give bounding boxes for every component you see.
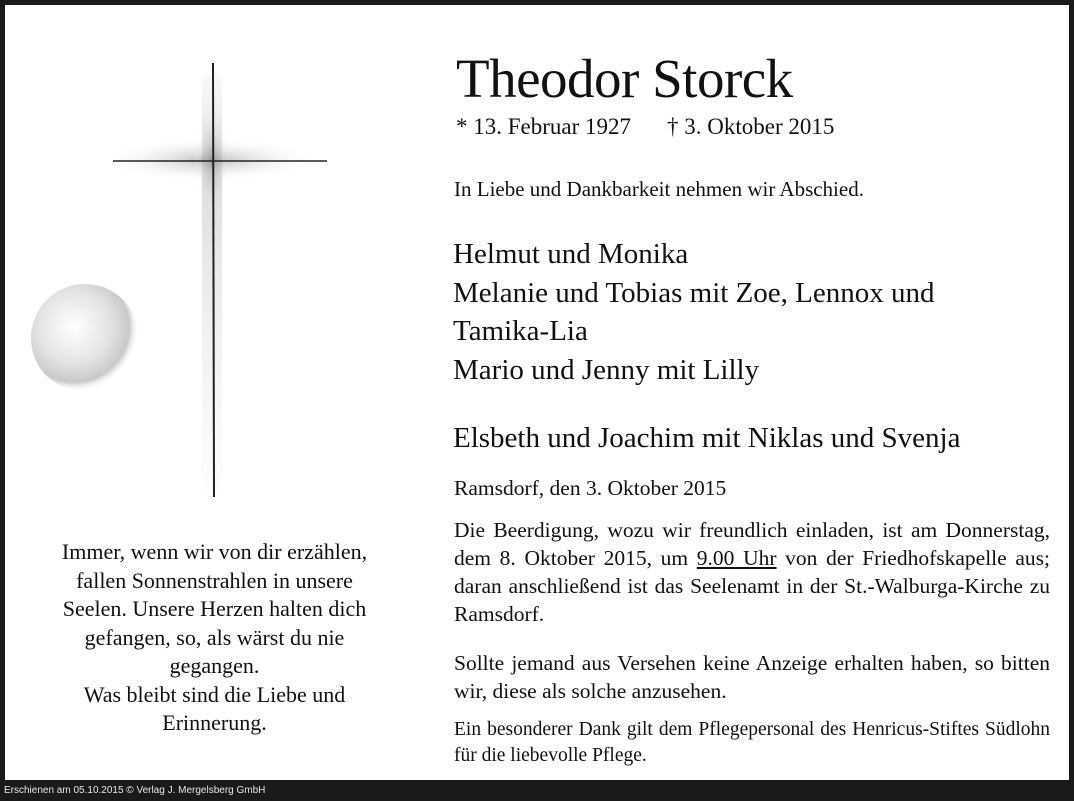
deceased-name: Theodor Storck <box>456 48 793 109</box>
left-column <box>5 5 425 780</box>
verse-line: Seelen. Unsere Herzen halten dich <box>62 596 367 621</box>
verse-line: fallen Sonnenstrahlen in unsere <box>76 567 353 593</box>
funeral-text-start: Die Beerdigung, wozu wir freundlich einladen, ist am Donnerstag, dem 8. Oktober 2015, um <box>454 518 1050 570</box>
family-line: Mario und Jenny mit Lilly <box>453 353 760 386</box>
place-and-date: Ramsdorf, den 3. Oktober 2015 <box>454 476 727 500</box>
notice-paragraph: Sollte jemand aus Versehen keine Anzeige erhalten haben, so bitten wir, diese als solche anzusehen. <box>454 651 1050 703</box>
farewell-line: In Liebe und Dankbarkeit nehmen wir Abschied. <box>454 177 864 201</box>
family-extra-line: Elsbeth und Joachim mit Niklas und Svenja <box>453 422 961 454</box>
verse-line: gegangen. <box>169 653 260 678</box>
family-line: Melanie und Tobias mit Zoe, Lennox und <box>453 276 935 309</box>
funeral-details <box>454 516 1050 628</box>
obituary-notice <box>5 5 1069 780</box>
verse-line: Immer, wenn wir von dir erzählen, <box>61 539 368 564</box>
verse-line: Was bleibt sind die Liebe und <box>83 681 346 707</box>
death-date: † 3. Oktober 2015 <box>667 114 835 139</box>
verse-line: gefangen, so, als wärst du nie <box>84 624 345 650</box>
funeral-text-end: von der Friedhofskapelle aus; daran anschließend ist das Seelenamt in der St.-Walburga-Kirche zu Ramsdorf. <box>454 546 1050 626</box>
sun-icon <box>31 284 139 392</box>
publication-footer: Erschienen am 05.10.2015 © Verlag J. Mergelsberg GmbH <box>4 785 266 796</box>
family-line: Tamika-Lia <box>453 315 588 347</box>
cross-and-sun-artwork <box>5 5 425 515</box>
life-dates <box>456 113 834 141</box>
cross-icon <box>100 63 327 497</box>
funeral-time: 9.00 Uhr <box>696 546 777 570</box>
family-list <box>453 235 935 389</box>
family-line: Helmut und Monika <box>453 238 689 270</box>
thanks-paragraph: Ein besonderer Dank gilt dem Pflegepersonal des Henricus-Stiftes Südlohn für die liebevolle Pflege. <box>454 719 1050 766</box>
verse-line: Erinnerung. <box>162 710 267 735</box>
birth-date: * 13. Februar 1927 <box>456 114 632 139</box>
memorial-verse <box>17 538 412 738</box>
